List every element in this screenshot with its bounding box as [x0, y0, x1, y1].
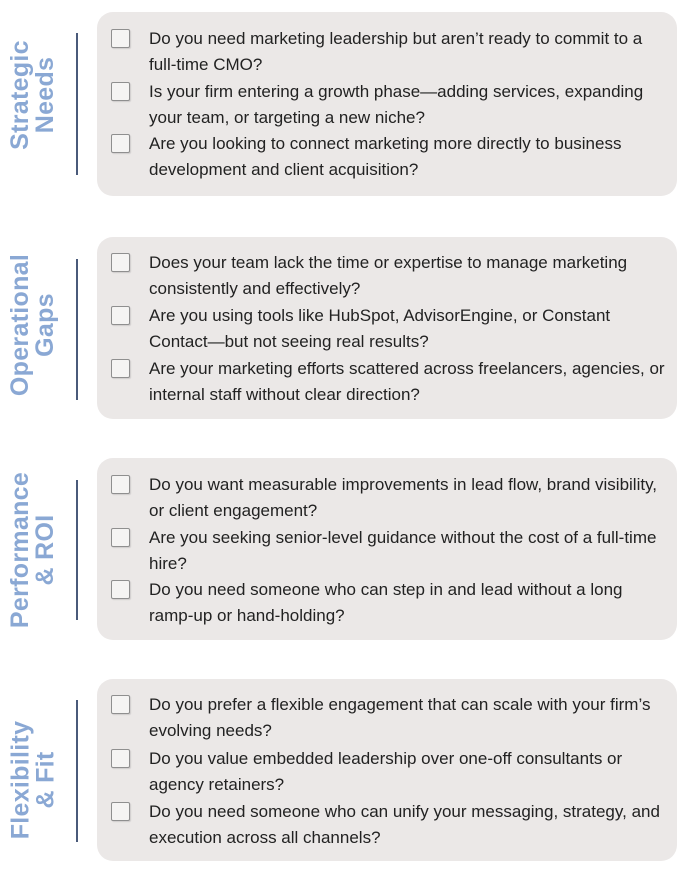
section-label [8, 25, 58, 165]
checkbox[interactable] [111, 475, 130, 494]
section-label [8, 695, 58, 865]
question-text: Are you looking to connect marketing more directly to business development and client acquisition? [149, 134, 622, 179]
question-text: Do you need someone who can step in and lead without a long ramp-up or hand-holding? [149, 580, 623, 625]
question-text: Do you need marketing leadership but aren’t ready to commit to a full-time CMO? [149, 29, 643, 74]
question-text: Do you value embedded leadership over one-off consultants or agency retainers? [149, 749, 623, 794]
checkbox[interactable] [111, 359, 130, 378]
section-divider [76, 259, 78, 400]
section-divider [76, 480, 78, 620]
checkbox[interactable] [111, 82, 130, 101]
question-text: Do you need someone who can unify your messaging, strategy, and execution across all channels? [149, 802, 660, 847]
question-text: Are you using tools like HubSpot, AdvisorEngine, or Constant Contact—but not seeing real results? [149, 306, 611, 351]
section-label-line: Gaps [31, 293, 59, 357]
question-text: Are your marketing efforts scattered across freelancers, agencies, or internal staff without clear direction? [149, 359, 665, 404]
checkbox[interactable] [111, 528, 130, 547]
question-text: Do you want measurable improvements in lead flow, brand visibility, or client engagement? [149, 475, 658, 520]
section-label [8, 460, 58, 640]
question-card [97, 679, 677, 861]
checkbox[interactable] [111, 134, 130, 153]
section-label-line: Performance [6, 471, 34, 629]
checkbox[interactable] [111, 695, 130, 714]
checkbox[interactable] [111, 749, 130, 768]
question-text: Are you seeking senior-level guidance without the cost of a full-time hire? [149, 528, 657, 573]
section-label-line: Operational [6, 253, 34, 397]
checkbox[interactable] [111, 802, 130, 821]
section-label-line: & ROI [31, 514, 59, 586]
question-card [97, 237, 677, 419]
section-label [8, 245, 58, 405]
section-divider [76, 33, 78, 175]
section-divider [76, 700, 78, 842]
checkbox[interactable] [111, 253, 130, 272]
section-label-line: Flexibility [6, 720, 35, 840]
section-label-line: & Fit [31, 751, 60, 809]
question-card [97, 458, 677, 640]
question-text: Do you prefer a flexible engagement that can scale with your firm’s evolving needs? [149, 695, 651, 740]
checkbox[interactable] [111, 29, 130, 48]
question-text: Is your firm entering a growth phase—adding services, expanding your team, or targeting a new niche? [149, 82, 644, 127]
question-text: Does your team lack the time or expertise to manage marketing consistently and effectively? [149, 253, 628, 298]
section-label-line: Needs [31, 56, 59, 134]
question-card [97, 12, 677, 196]
checkbox[interactable] [111, 306, 130, 325]
section-label-line: Strategic [6, 40, 34, 150]
checkbox[interactable] [111, 580, 130, 599]
